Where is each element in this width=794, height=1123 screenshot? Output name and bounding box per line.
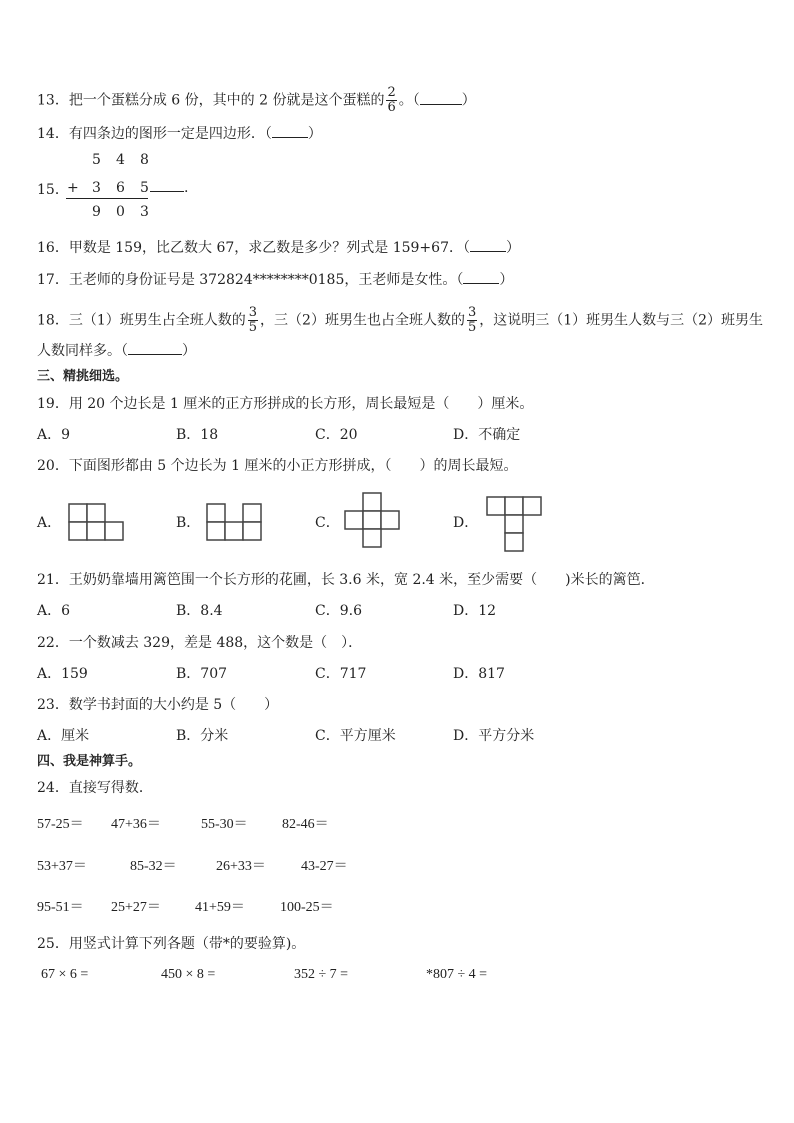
calc-item: 25+27＝ <box>111 900 161 915</box>
sum-line <box>66 198 148 199</box>
question-text: ，三（2）班男生也占全班人数的 <box>260 312 465 329</box>
question-20 <box>37 456 517 476</box>
question-text: 用竖式计算下列各题（带*的要验算)。 <box>68 936 306 952</box>
question-number: 19． <box>37 396 69 412</box>
fraction-numerator: 2 <box>387 85 396 100</box>
question-text: 。（ <box>398 92 420 109</box>
question-text: ） <box>182 343 196 359</box>
fraction-denominator: 6 <box>387 100 396 115</box>
calc-item: 82-46＝ <box>282 817 329 832</box>
answer-blank[interactable] <box>420 92 462 105</box>
question-text: ） <box>505 240 520 256</box>
calc-item: 95-51＝ <box>37 900 84 915</box>
question-number: 25． <box>37 936 69 952</box>
question-text: ，这说明三（1）班男生人数与三（2）班男生 <box>479 312 764 329</box>
vertical-calc-item: 450 × 8 = <box>161 967 216 982</box>
question-text: ） <box>307 126 322 142</box>
calc-item: 55-30＝ <box>201 817 248 832</box>
question-25 <box>37 934 305 954</box>
option-c[interactable]: C．平方厘米 <box>315 728 396 744</box>
question-19 <box>37 394 533 414</box>
option-c[interactable]: C． <box>315 515 340 531</box>
answer-blank[interactable] <box>470 239 506 252</box>
section-heading-4: 四、我是神算手。 <box>37 754 142 769</box>
plus-sign: + <box>67 180 79 196</box>
question-text: 一个数减去 329，差是 488，这个数是（ ）． <box>68 635 363 651</box>
option-a[interactable]: A．9 <box>37 427 71 443</box>
answer-blank[interactable] <box>128 342 182 355</box>
question-text: 王老师的身份证号是 372824********0185，王老师是女性。（ <box>68 272 464 288</box>
option-c[interactable]: C．20 <box>315 427 358 443</box>
option-d[interactable]: D．平方分米 <box>453 728 535 744</box>
sum: 9 0 3 <box>92 204 149 220</box>
calc-item: 85-32＝ <box>130 859 177 874</box>
question-24 <box>37 778 153 798</box>
question-number: 14． <box>37 126 69 142</box>
question-text: 把一个蛋糕分成 6 份，其中的 2 份就是这个蛋糕的 <box>68 92 385 109</box>
question-text: 直接写得数． <box>68 780 153 796</box>
option-c[interactable]: C．717 <box>315 666 367 682</box>
option-a[interactable]: A． <box>37 515 62 531</box>
question-number: 20． <box>37 458 69 474</box>
calc-item: 43-27＝ <box>301 859 348 874</box>
question-number: 23． <box>37 697 69 713</box>
vertical-calc-item: 67 × 6 = <box>41 967 89 982</box>
option-a[interactable]: A．159 <box>37 666 88 682</box>
calc-item: 41+59＝ <box>195 900 245 915</box>
fraction: $\frac{3}{5}$ <box>467 305 477 335</box>
question-text: 下面图形都由 5 个边长为 1 厘米的小正方形拼成，（ ）的周长最短。 <box>68 458 518 474</box>
question-text: 数学书封面的大小约是 5（ ） <box>68 697 279 713</box>
addend-bottom: + 3 6 5 . <box>67 180 189 196</box>
option-d[interactable]: D．12 <box>453 603 497 619</box>
question-14 <box>37 124 322 144</box>
question-number: 21． <box>37 572 69 588</box>
question-number: 24． <box>37 780 69 796</box>
answer-blank[interactable] <box>150 179 184 192</box>
shape-a[interactable] <box>68 503 128 547</box>
question-text: 有四条边的图形一定是四边形．（ <box>68 126 272 142</box>
answer-blank[interactable] <box>463 271 499 284</box>
question-23 <box>37 695 278 715</box>
question-number: 17． <box>37 272 69 288</box>
question-text: 三（1）班男生占全班人数的 <box>68 312 246 329</box>
question-text: ） <box>461 92 476 109</box>
question-22 <box>37 633 362 653</box>
question-number: 13． <box>37 92 69 109</box>
question-text: 人数同样多。（ <box>37 343 128 359</box>
addend-top: 5 4 8 <box>92 152 149 168</box>
option-a[interactable]: A．6 <box>37 603 71 619</box>
question-text: 用 20 个边长是 1 厘米的正方形拼成的长方形，周长最短是（ ）厘米。 <box>68 396 534 412</box>
question-number: 22． <box>37 635 69 651</box>
question-16 <box>37 238 520 258</box>
question-17 <box>37 270 513 290</box>
option-b[interactable]: B．707 <box>176 666 228 682</box>
question-number: 18． <box>37 312 69 329</box>
calc-item: 53+37＝ <box>37 859 87 874</box>
shape-c[interactable] <box>344 492 404 552</box>
option-c[interactable]: C．9.6 <box>315 603 362 619</box>
fraction <box>386 86 396 115</box>
calc-item: 100-25＝ <box>280 900 334 915</box>
answer-blank[interactable] <box>272 125 308 138</box>
question-18-continued <box>37 341 196 361</box>
shape-d[interactable] <box>486 496 546 556</box>
question-21 <box>37 570 655 590</box>
question-text: 甲数是 159，比乙数大 67，求乙数是多少？列式是 159+67．（ <box>68 240 470 256</box>
vertical-calc-item: *807 ÷ 4 = <box>426 967 488 982</box>
question-13 <box>37 86 476 115</box>
shape-b[interactable] <box>206 503 266 547</box>
question-15-vertical-addition <box>64 152 194 232</box>
option-b[interactable]: B． <box>176 515 201 531</box>
option-b[interactable]: B．8.4 <box>176 603 223 619</box>
question-15-number: 15． <box>37 182 69 198</box>
calc-item: 47+36＝ <box>111 817 161 832</box>
option-a[interactable]: A．厘米 <box>37 728 90 744</box>
option-d[interactable]: D． <box>453 515 479 531</box>
section-heading-3: 三、精挑细选。 <box>37 369 129 384</box>
option-d[interactable]: D．不确定 <box>453 427 521 443</box>
question-text: 王奶奶靠墙用篱笆围一个长方形的花圃，长 3.6 米，宽 2.4 米，至少需要（ )米长的篱笆． <box>68 572 655 588</box>
calc-item: 26+33＝ <box>216 859 266 874</box>
option-d[interactable]: D．817 <box>453 666 505 682</box>
calc-item: 57-25＝ <box>37 817 84 832</box>
question-18 <box>37 306 763 335</box>
option-b[interactable]: B．分米 <box>176 728 229 744</box>
question-text: ） <box>499 272 514 288</box>
fraction: $\frac{3}{5}$ <box>248 305 258 335</box>
vertical-calc-item: 352 ÷ 7 = <box>294 967 349 982</box>
question-number: 16． <box>37 240 69 256</box>
option-b[interactable]: B．18 <box>176 427 219 443</box>
